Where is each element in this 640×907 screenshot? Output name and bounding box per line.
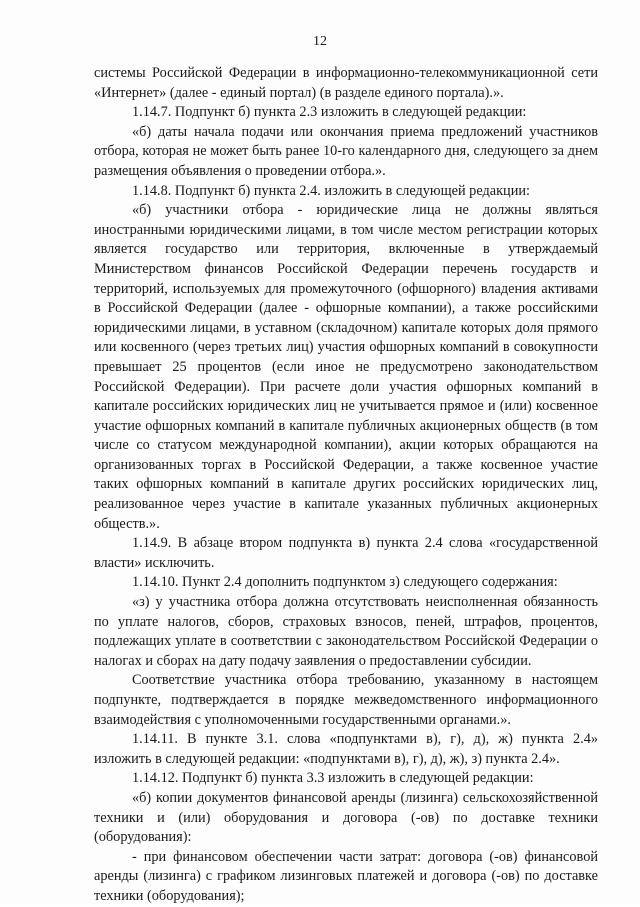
document-body — [94, 64, 598, 907]
paragraph: Соответствие участника отбора требованию, указанному в настоящем подпункте, подтверждается в порядке межведомственного информационного взаимодействия с уполномоченными государственными органами.». — [94, 672, 598, 728]
paragraph: 1.14.12. Подпункт б) пункта 3.3 изложить в следующей редакции: — [132, 770, 534, 787]
paragraph: 1.14.9. В абзаце втором подпункта в) пункта 2.4 слова «государственной власти» исключить. — [94, 535, 598, 571]
paragraph: «б) копии документов финансовой аренды (лизинга) сельскохозяйственной техники и (или) оборудования и договора (-ов) по доставке техники (оборудования): — [94, 789, 598, 846]
paragraph: «з) у участника отбора должна отсутствовать неисполненная обязанность по уплате налогов, сборов, страховых взносов, пеней, штрафов, процентов, подлежащих уплате в соответствии с законодательством Российской Федерации о налогах и сборах на дату подачу заявления о предоставлении субсидии. — [94, 594, 598, 669]
paragraph: «б) даты начала подачи или окончания приема предложений участников отбора, которая не может быть ранее 10-го календарного дня, следующего за днем размещения объявления о проведении отбора.». — [94, 123, 598, 179]
paragraph: «б) участники отбора - юридические лица не должны являться иностранными юридическими лицами, в том числе местом регистрации которых является государство или территория, включенные в утверждаемый Министерством финансов Российской Федерации перечень государств и территорий, используемых для промежуточного (офшорного) владения активами в Российской Федерации (далее - офшорные компании), а также российскими юридическими лицами, в уставном (складочном) капитале которых доля прямого или косвенного (через третьих лиц) участия офшорных компаний в совокупности превышает 25 процентов (если иное не предусмотрено законодательством Российской Федерации). При расчете доли участия офшорных компаний в капитале российских юридических лиц не учитывается прямое и (или) косвенное участие офшорных компаний в капитале публичных акционерных обществ (в том числе со статусом международной компании), акции которых обращаются на организованных торгах в Российской Федерации, а также косвенное участие таких офшорных компаний в капитале других российских юридических лиц, реализованное через участие в капитале указанных публичных акционерных обществ.». — [94, 202, 598, 532]
paragraph: системы Российской Федерации в информационно-телекоммуникационной сети «Интернет» (далее - единый портал) (в разделе единого портала).». — [94, 65, 598, 101]
paragraph: - при финансовом обеспечении части затрат: договора (-ов) финансовой аренды (лизинга) с графиком лизинговых платежей и договора (-ов) по доставке техники (оборудования); — [94, 848, 598, 904]
paragraph: 1.14.8. Подпункт б) пункта 2.4. изложить в следующей редакции: — [132, 182, 530, 199]
paragraph: 1.14.10. Пункт 2.4 дополнить подпунктом з) следующего содержания: — [132, 574, 558, 591]
paragraph: 1.14.7. Подпункт б) пункта 2.3 изложить в следующей редакции: — [132, 104, 527, 121]
page-number: 12 — [313, 34, 327, 49]
paragraph: 1.14.11. В пункте 3.1. слова «подпунктами в), г), д), ж) пункта 2.4» изложить в следующей редакции: «подпунктами в), г), д), ж), з) пункта 2.4». — [94, 731, 598, 767]
